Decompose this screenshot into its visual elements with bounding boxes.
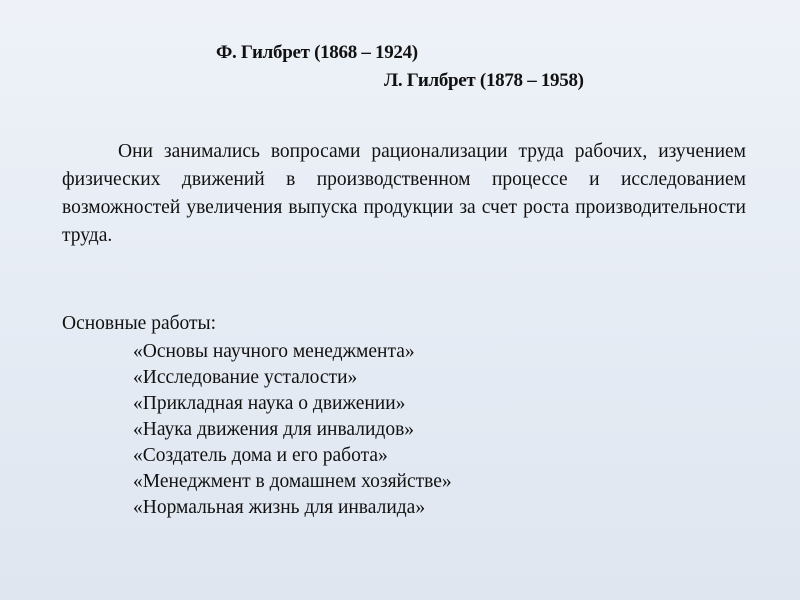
works-title: Основные работы: — [62, 313, 217, 334]
works-list-item: «Наука движения для инвалидов» — [133, 419, 415, 440]
works-list — [133, 339, 452, 521]
author-name-lillian: Л. Гилбрет (1878 – 1958) — [384, 70, 584, 91]
works-list-item: «Нормальная жизнь для инвалида» — [133, 497, 426, 518]
description-paragraph: Они занимались вопросами рационализации труда рабочих, изучением физических движений в производственном процессе и исследованием возможностей увеличения выпуска продукции за счет роста производительности труда. — [62, 141, 746, 246]
works-list-item: «Исследование усталости» — [133, 367, 358, 388]
works-list-item: «Менеджмент в домашнем хозяйстве» — [133, 471, 452, 492]
works-list-item: «Прикладная наука о движении» — [133, 393, 406, 414]
works-list-item: «Создатель дома и его работа» — [133, 445, 388, 466]
author-name-frank: Ф. Гилбрет (1868 – 1924) — [216, 42, 418, 63]
works-list-item: «Основы научного менеджмента» — [133, 341, 415, 362]
